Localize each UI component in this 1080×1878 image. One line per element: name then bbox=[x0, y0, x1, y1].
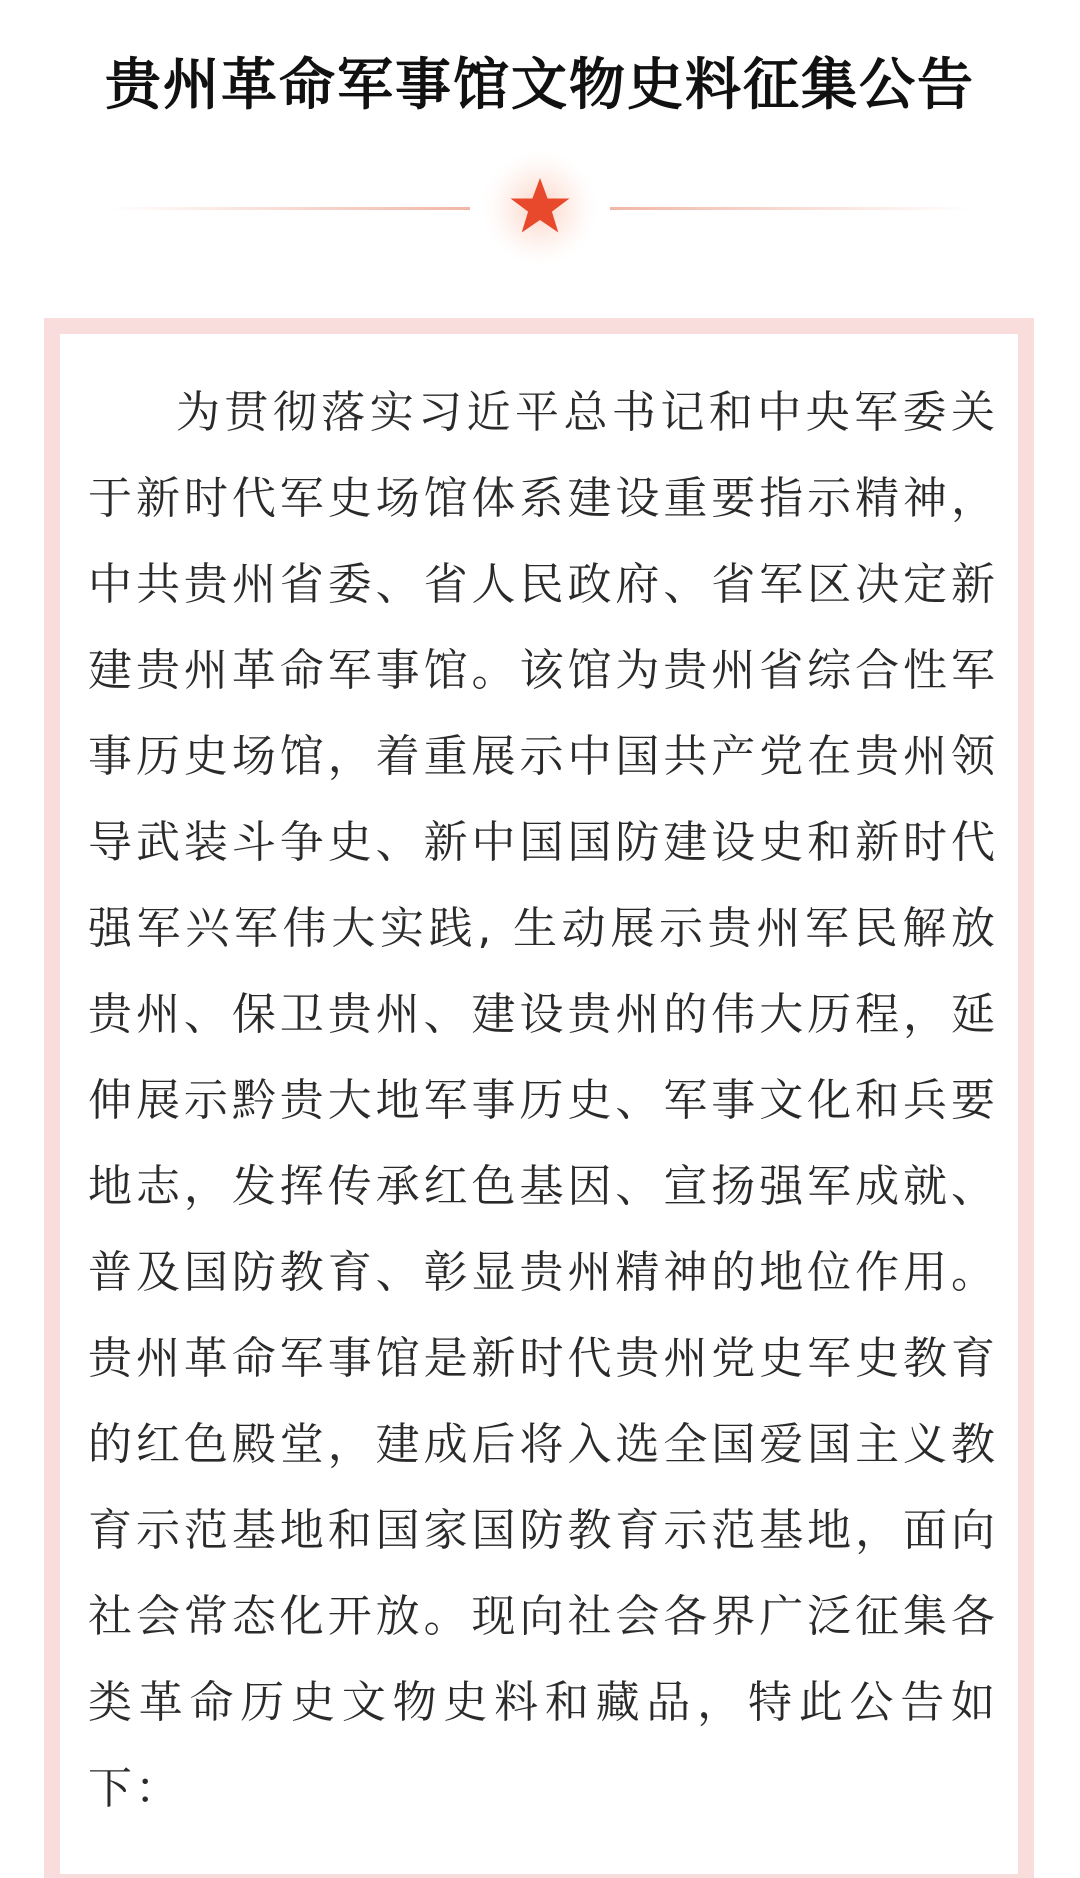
title-divider bbox=[0, 150, 1080, 270]
divider-line-left bbox=[110, 207, 470, 210]
announcement-paragraph: 为贯彻落实习近平总书记和中央军委关于新时代军史场馆体系建设重要指示精神，中共贵州省委、省人民政府、省军区决定新建贵州革命军事馆。该馆为贵州省综合性军事历史场馆，着重展示中国共产党在贵州领导武装斗争史、新中国国防建设史和新时代强军兴军伟大实践, 生动展示贵州军民解放贵州、保卫贵州、建设贵州的伟大历程，延伸展示黔贵大地军事历史、军事文化和兵要地志，发挥传承红色基因、宣扬强军成就、普及国防教育、彰显贵州精神的地位作用。贵州革命军事馆是新时代贵州党史军史教育的红色殿堂，建成后将入选全国爱国主义教育示范基地和国家国防教育示范基地，面向社会常态化开放。现向社会各界广泛征集各类革命历史文物史料和藏品，特此公告如下： bbox=[88, 387, 998, 1814]
divider-line-right bbox=[610, 207, 970, 210]
page-title: 贵州革命军事馆文物史料征集公告 bbox=[105, 53, 975, 118]
